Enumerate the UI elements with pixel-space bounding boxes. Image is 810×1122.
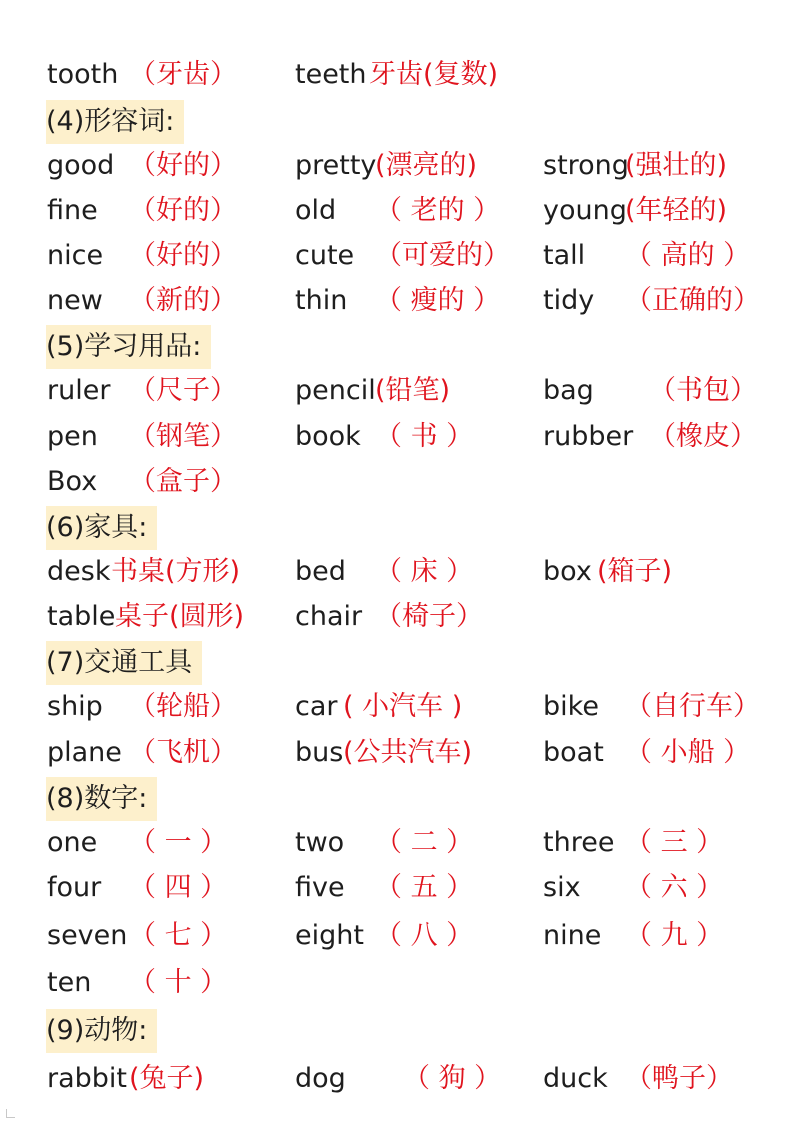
english-word: eight [295, 920, 364, 951]
chinese-meaning: （ 五 ） [375, 872, 474, 903]
chinese-meaning: （ 高的 ） [625, 240, 751, 271]
vocab-entry [295, 236, 510, 276]
vocab-row [0, 916, 810, 956]
chinese-meaning: 牙齿(复数) [369, 59, 499, 90]
english-word: six [543, 872, 581, 903]
chinese-meaning: （ 三 ） [625, 827, 724, 858]
chinese-meaning: （ 九 ） [625, 920, 724, 951]
vocab-entry [295, 191, 500, 231]
chinese-meaning: （正确的） [625, 285, 760, 316]
english-word: tooth [47, 59, 119, 90]
chinese-meaning: （牙齿） [129, 59, 237, 90]
english-word: pretty [295, 150, 377, 181]
vocab-row [0, 733, 810, 773]
vocab-entry [47, 733, 237, 773]
english-word: ship [47, 691, 103, 722]
english-word: pen [47, 421, 98, 452]
english-word: nine [543, 920, 602, 951]
vocab-entry [543, 823, 723, 863]
vocab-row [0, 281, 810, 321]
chinese-meaning: （ 四 ） [129, 872, 228, 903]
english-word: pencil [295, 375, 376, 406]
vocab-entry [295, 55, 498, 95]
vocab-entry [47, 417, 237, 457]
vocab-entry [47, 552, 240, 592]
vocab-entry [47, 823, 227, 863]
vocab-entry [543, 371, 757, 411]
english-word: bag [543, 375, 594, 406]
vocab-row [0, 55, 810, 95]
vocab-row [0, 597, 810, 637]
vocab-entry [47, 55, 237, 95]
vocab-entry [543, 1059, 733, 1099]
chinese-meaning: （ 七 ） [129, 920, 228, 951]
chinese-meaning: （ 小船 ） [625, 737, 751, 768]
vocab-entry [543, 687, 760, 727]
vocab-entry [295, 597, 483, 637]
section-heading: (5)学习用品: [46, 325, 211, 369]
vocab-row [0, 963, 810, 1003]
vocab-entry [295, 146, 477, 186]
english-word: thin [295, 285, 348, 316]
english-word: book [295, 421, 361, 452]
english-word: ruler [47, 375, 111, 406]
chinese-meaning: （钢笔） [129, 421, 237, 452]
chinese-meaning: （ 一 ） [129, 827, 228, 858]
page-corner-mark [6, 1109, 15, 1118]
english-word: dog [295, 1063, 346, 1094]
vocab-entry [543, 236, 750, 276]
vocab-entry [295, 687, 462, 727]
chinese-meaning: （好的） [129, 195, 237, 226]
vocab-entry [47, 281, 237, 321]
english-word: good [47, 150, 115, 181]
chinese-meaning: (箱子) [597, 556, 673, 587]
vocab-entry [47, 687, 237, 727]
vocab-entry [295, 371, 450, 411]
english-word: one [47, 827, 98, 858]
vocab-entry [543, 552, 672, 592]
english-word: bike [543, 691, 599, 722]
chinese-meaning: （ 书 ） [375, 421, 474, 452]
english-word: four [47, 872, 102, 903]
chinese-meaning: （尺子） [129, 375, 237, 406]
vocab-entry [543, 916, 723, 956]
english-word: fine [47, 195, 98, 226]
english-word: five [295, 872, 345, 903]
vocab-row [0, 236, 810, 276]
section-heading: (6)家具: [46, 506, 157, 550]
english-word: duck [543, 1063, 608, 1094]
vocab-entry [295, 733, 472, 773]
vocab-row [0, 823, 810, 863]
english-word: Box [47, 466, 98, 497]
chinese-meaning: （ 八 ） [375, 920, 474, 951]
chinese-meaning: （橡皮） [649, 421, 757, 452]
english-word: tall [543, 240, 586, 271]
english-word: car [295, 691, 338, 722]
english-word: three [543, 827, 615, 858]
english-word: boat [543, 737, 604, 768]
english-word: rubber [543, 421, 634, 452]
english-word: bed [295, 556, 346, 587]
chinese-meaning: (漂亮的) [375, 150, 478, 181]
chinese-meaning: （ 二 ） [375, 827, 474, 858]
vocab-row [0, 552, 810, 592]
vocab-row [0, 371, 810, 411]
english-word: cute [295, 240, 355, 271]
chinese-meaning: （ 六 ） [625, 872, 724, 903]
english-word: table [47, 601, 116, 632]
vocab-entry [47, 191, 237, 231]
chinese-meaning: ( 小汽车 ) [343, 691, 463, 722]
chinese-meaning: （自行车） [625, 691, 760, 722]
vocab-row [0, 417, 810, 457]
vocab-entry [543, 733, 750, 773]
section-heading: (4)形容词: [46, 100, 184, 144]
vocab-entry [543, 146, 727, 186]
chinese-meaning: (公共汽车) [343, 737, 473, 768]
english-word: bus [295, 737, 344, 768]
vocab-row [0, 868, 810, 908]
chinese-meaning: (铅笔) [375, 375, 451, 406]
chinese-meaning: （好的） [129, 150, 237, 181]
chinese-meaning: （轮船） [129, 691, 237, 722]
section-heading: (8)数字: [46, 777, 157, 821]
english-word: chair [295, 601, 363, 632]
english-word: rabbit [47, 1063, 128, 1094]
chinese-meaning: （可爱的） [375, 240, 510, 271]
english-word: new [47, 285, 103, 316]
english-word: seven [47, 920, 128, 951]
vocab-entry [295, 868, 473, 908]
vocab-entry [543, 191, 727, 231]
english-word: plane [47, 737, 122, 768]
chinese-meaning: (年轻的) [625, 195, 728, 226]
vocab-entry [47, 371, 237, 411]
vocab-entry [295, 552, 473, 592]
english-word: strong [543, 150, 629, 181]
chinese-meaning: （ 狗 ） [403, 1063, 502, 1094]
chinese-meaning: (强壮的) [625, 150, 728, 181]
chinese-meaning: （好的） [129, 240, 237, 271]
vocab-entry [47, 868, 227, 908]
chinese-meaning: （新的） [129, 285, 237, 316]
chinese-meaning: （鸭子） [625, 1063, 733, 1094]
vocab-row [0, 146, 810, 186]
vocab-entry [47, 597, 244, 637]
section-heading: (9)动物: [46, 1009, 157, 1053]
vocab-entry [47, 462, 237, 502]
english-word: ten [47, 967, 92, 998]
chinese-meaning: 书桌(方形) [111, 556, 241, 587]
english-word: box [543, 556, 592, 587]
vocab-entry [47, 1059, 204, 1099]
vocab-entry [295, 916, 473, 956]
vocab-entry [295, 417, 473, 457]
vocab-row [0, 687, 810, 727]
chinese-meaning: （ 瘦的 ） [375, 285, 501, 316]
chinese-meaning: （ 老的 ） [375, 195, 501, 226]
vocab-entry [295, 823, 473, 863]
vocab-entry [543, 417, 757, 457]
vocab-row [0, 1059, 810, 1099]
vocab-entry [543, 281, 760, 321]
chinese-meaning: （ 床 ） [375, 556, 474, 587]
english-word: nice [47, 240, 104, 271]
chinese-meaning: （ 十 ） [129, 967, 228, 998]
vocab-entry [295, 281, 500, 321]
chinese-meaning: （盒子） [129, 466, 237, 497]
chinese-meaning: （飞机） [129, 737, 237, 768]
chinese-meaning: (兔子) [129, 1063, 205, 1094]
vocab-entry [47, 146, 237, 186]
vocab-entry [47, 916, 227, 956]
vocab-entry [543, 868, 723, 908]
english-word: teeth [295, 59, 367, 90]
english-word: desk [47, 556, 111, 587]
chinese-meaning: （书包） [649, 375, 757, 406]
section-heading: (7)交通工具 [46, 641, 202, 685]
vocab-row [0, 191, 810, 231]
english-word: old [295, 195, 337, 226]
chinese-meaning: 桌子(圆形) [115, 601, 245, 632]
english-word: two [295, 827, 345, 858]
english-word: tidy [543, 285, 595, 316]
vocab-entry [47, 236, 237, 276]
english-word: young [543, 195, 627, 226]
vocab-entry [295, 1059, 501, 1099]
vocab-row [0, 462, 810, 502]
chinese-meaning: （椅子） [375, 601, 483, 632]
vocab-entry [47, 963, 227, 1003]
